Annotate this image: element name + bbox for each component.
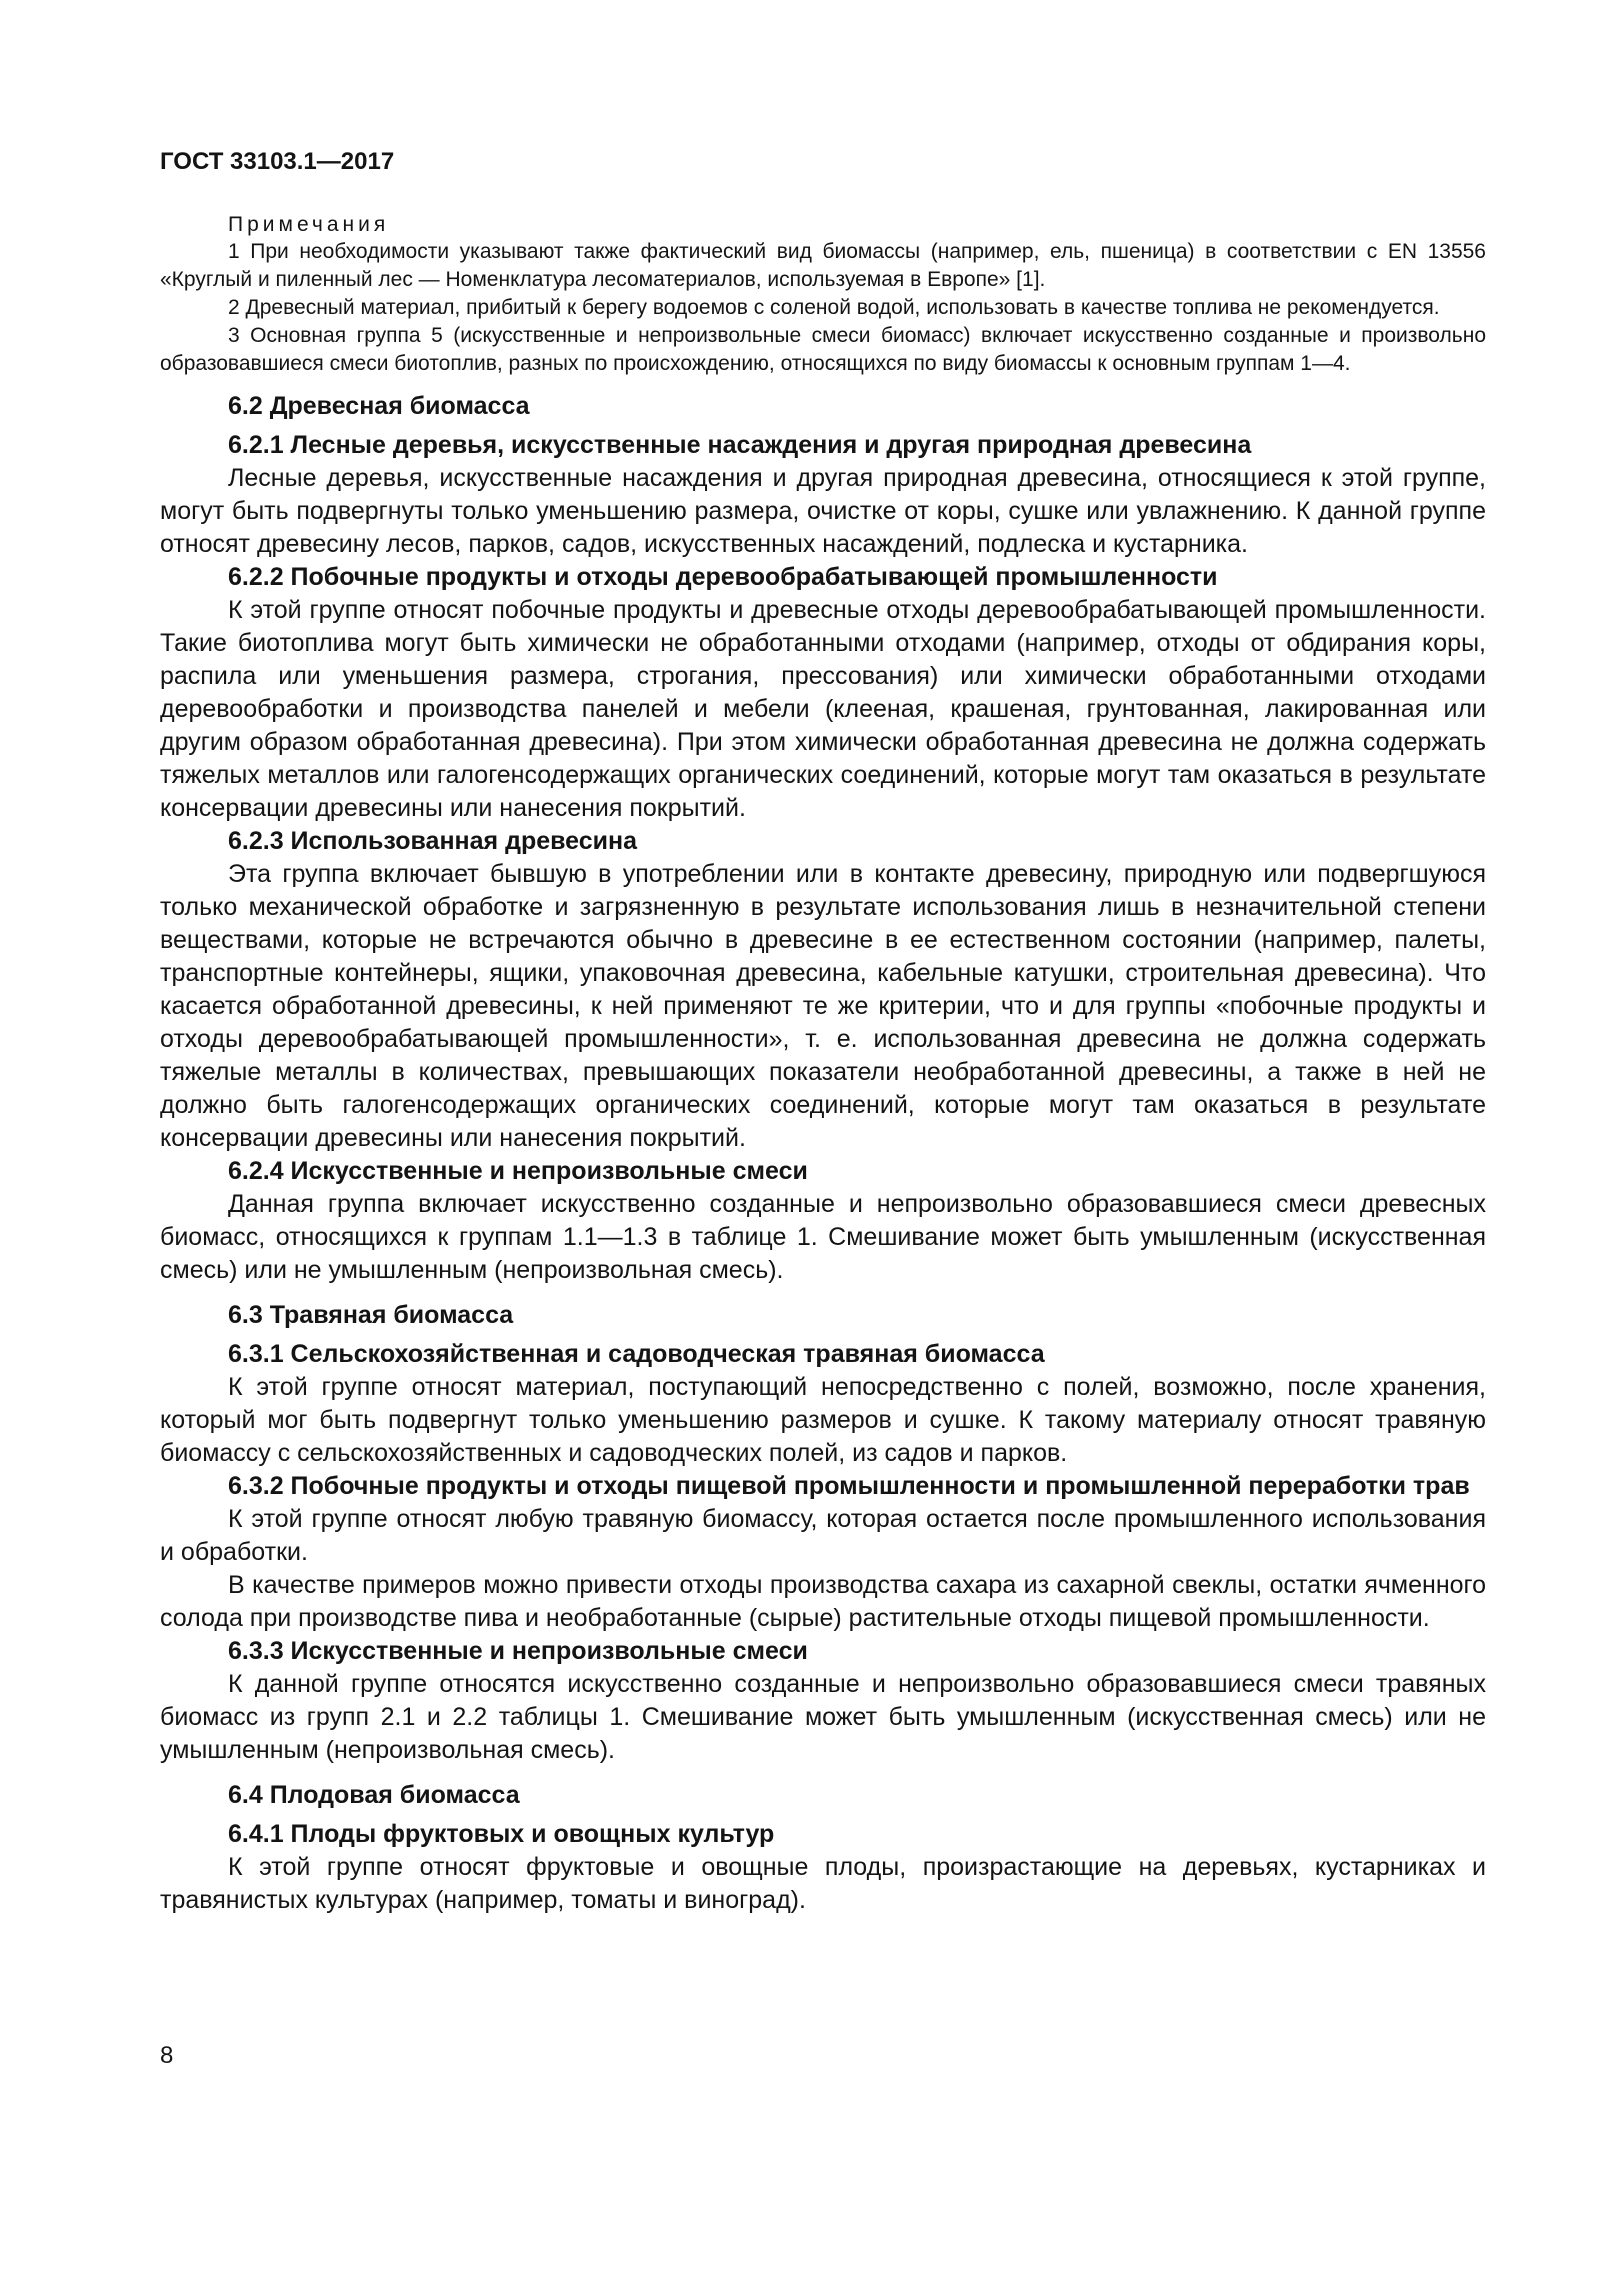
heading-6-3-3: 6.3.3 Искусственные и непроизвольные смеси	[228, 1637, 808, 1665]
paragraph-6-4-1: К этой группе относят фруктовые и овощные плоды, произрастающие на деревьях, кустарниках и травянистых культурах (например, томаты и виноград).	[160, 1853, 1486, 1914]
document-code: ГОСТ 33103.1—2017	[160, 148, 395, 175]
paragraph-6-3-1: К этой группе относят материал, поступающий непосредственно с полей, возможно, после хранения, который мог быть подвергнут только уменьшению размеров и сушке. К такому материалу относят травяную биомассу с сельскохозяйственных и садоводческих полей, из садов и парков.	[160, 1373, 1486, 1467]
heading-6-2-2: 6.2.2 Побочные продукты и отходы деревообрабатывающей промышленности	[228, 563, 1218, 591]
heading-6-3: 6.3 Травяная биомасса	[228, 1301, 514, 1329]
heading-6-3-1: 6.3.1 Сельскохозяйственная и садоводческая травяная биомасса	[228, 1340, 1045, 1368]
paragraph-6-2-2: К этой группе относят побочные продукты и древесные отходы деревообрабатывающей промышленности. Такие биотоплива могут быть химически не обработанными отходами (например, отходы от обдирания коры, распила или уменьшения размера, строгания, прессования) или химически обработанными отходами деревообработки и производства панелей и мебели (клееная, крашеная, грунтованная, лакированная или другим образом обработанная древесина). При этом химически обработанная древесина не должна содержать тяжелых металлов или галогенсодержащих органических соединений, которые могут там оказаться в результате консервации древесины или нанесения покрытий.	[160, 596, 1486, 822]
paragraph-6-2-3: Эта группа включает бывшую в употреблении или в контакте древесину, природную или подвергшуюся только механической обработке и загрязненную в результате использования лишь в незначительной степени веществами, которые не встречаются обычно в древесине в ее естественном состоянии (например, палеты, транспортные контейнеры, ящики, упаковочная древесина, кабельные катушки, строительная древесина). Что касается обработанной древесины, к ней применяют те же критерии, что и для группы «побочные продукты и отходы деревообрабатывающей промышленности», т. е. использованная древесина не должна содержать тяжелые металлы в количествах, превышающих показатели необработанной древесины, а также в ней не должно быть галогенсодержащих органических соединений, которые могут там оказаться в результате консервации древесины или нанесения покрытий.	[160, 860, 1486, 1152]
note-1: 1 При необходимости указывают также фактический вид биомассы (например, ель, пшеница) в соответствии с EN 13556 «Круглый и пиленный лес — Номенклатура лесоматериалов, используемая в Европе» [1].	[160, 240, 1486, 291]
paragraph-6-3-2-b: В качестве примеров можно привести отходы производства сахара из сахарной свеклы, остатки ячменного солода при производстве пива и необработанные (сырые) растительные отходы пищевой промышленности.	[160, 1571, 1486, 1632]
heading-6-2-3: 6.2.3 Использованная древесина	[228, 827, 638, 855]
paragraph-6-2-1: Лесные деревья, искусственные насаждения и другая природная древесина, относящиеся к этой группе, могут быть подвергнуты только уменьшению размера, очистке от коры, сушке или увлажнению. К данной группе относят древесину лесов, парков, садов, искусственных насаждений, подлеска и кустарника.	[160, 464, 1486, 558]
page-number: 8	[160, 2042, 174, 2069]
heading-6-3-2: 6.3.2 Побочные продукты и отходы пищевой промышленности и промышленной переработки трав	[228, 1472, 1470, 1500]
heading-6-4-1: 6.4.1 Плоды фруктовых и овощных культур	[228, 1820, 775, 1848]
heading-6-2-1: 6.2.1 Лесные деревья, искусственные насаждения и другая природная древесина	[228, 431, 1252, 459]
heading-6-4: 6.4 Плодовая биомасса	[228, 1781, 520, 1809]
page-content	[160, 212, 1486, 1917]
heading-6-2: 6.2 Древесная биомасса	[228, 392, 530, 420]
paragraph-6-2-4: Данная группа включает искусственно созданные и непроизвольно образовавшиеся смеси древесных биомасс, относящихся к группам 1.1—1.3 в таблице 1. Смешивание может быть умышленным (искусственная смесь) или не умышленным (непроизвольная смесь).	[160, 1190, 1486, 1284]
note-3: 3 Основная группа 5 (искусственные и непроизвольные смеси биомасс) включает искусственно созданные и произвольно образовавшиеся смеси биотоплив, разных по происхождению, относящихся по виду биомассы к основным группам 1—4.	[160, 324, 1486, 375]
note-2: 2 Древесный материал, прибитый к берегу водоемов с соленой водой, использовать в качестве топлива не рекомендуется.	[228, 296, 1440, 319]
heading-6-2-4: 6.2.4 Искусственные и непроизвольные смеси	[228, 1157, 808, 1185]
paragraph-6-3-2-a: К этой группе относят любую травяную биомассу, которая остается после промышленного использования и обработки.	[160, 1505, 1486, 1566]
paragraph-6-3-3: К данной группе относятся искусственно созданные и непроизвольно образовавшиеся смеси травяных биомасс из групп 2.1 и 2.2 таблицы 1. Смешивание может быть умышленным (искусственная смесь) или не умышленным (непроизвольная смесь).	[160, 1670, 1486, 1764]
notes-title: Примечания	[228, 213, 390, 236]
